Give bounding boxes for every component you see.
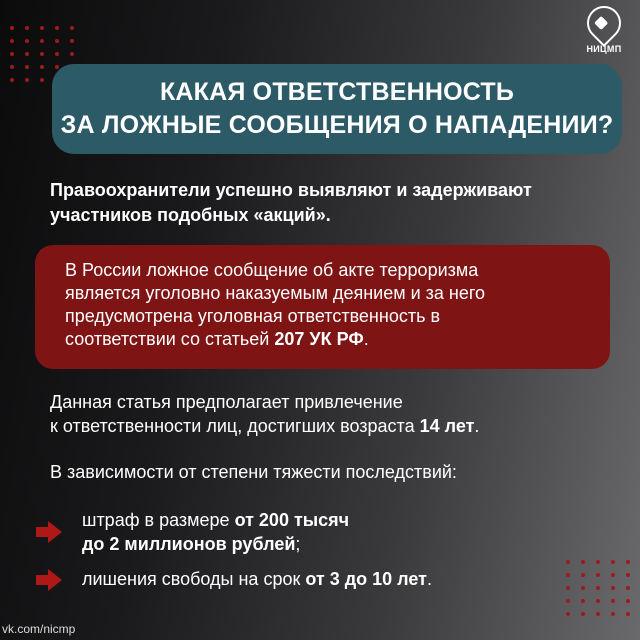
bullet-fine-prefix: штраф в размере xyxy=(82,510,235,530)
bullet-fine-amount-to: до 2 миллионов рублей xyxy=(82,534,296,554)
footer-link[interactable]: vk.com/nicmp xyxy=(2,622,76,636)
intro-line-2: участников подобных «акций». xyxy=(50,205,331,225)
arrow-right-icon xyxy=(36,521,62,543)
article-line-2-suffix: . xyxy=(474,416,480,436)
bullet-fine-text xyxy=(82,508,622,556)
logo xyxy=(582,6,626,54)
warning-line-1: В России ложное сообщение об акте терроризма xyxy=(65,260,479,280)
age-limit: 14 лет xyxy=(419,416,475,436)
warning-line-4 xyxy=(65,328,592,351)
bullet-imprisonment-prefix: лишения свободы на срок xyxy=(82,569,306,589)
location-pin-hat-icon xyxy=(580,0,628,47)
bullet-imprisonment-term: от 3 до 10 лет xyxy=(305,569,427,589)
consequences-intro: В зависимости от степени тяжести последствий: xyxy=(50,462,457,482)
title-line-2: ЗА ЛОЖНЫЕ СООБЩЕНИЯ О НАПАДЕНИИ? xyxy=(60,111,614,139)
bullet-fine-line-1 xyxy=(82,508,622,532)
bullet-fine-line-2 xyxy=(82,532,622,556)
warning-line-4-prefix: соответствии со статьей xyxy=(65,329,275,349)
arrow-right-icon xyxy=(36,569,62,591)
warning-box xyxy=(35,245,610,369)
warning-line-4-suffix: . xyxy=(363,329,369,349)
law-article: 207 УК РФ xyxy=(274,329,364,349)
bullet-fine-amount-from: от 200 тысяч xyxy=(234,510,350,530)
intro-line-1: Правоохранители успешно выявляют и задерживают xyxy=(50,180,532,200)
logo-text: НИЦМП xyxy=(586,44,622,54)
warning-line-2: является уголовно наказуемым деянием и за него xyxy=(65,283,486,303)
article-line-2 xyxy=(50,414,620,438)
bullet-imprisonment-text xyxy=(82,567,622,591)
warning-line-3: предусмотрена уголовная ответственность в xyxy=(65,306,441,326)
title-banner xyxy=(52,64,622,154)
bullet-imprisonment-suffix: . xyxy=(426,569,432,589)
article-line-2-prefix: к ответственности лиц, достигших возраста xyxy=(50,416,420,436)
article-line-1: Данная статья предполагает привлечение xyxy=(50,392,403,412)
title-line-1: КАКАЯ ОТВЕТСТВЕННОСТЬ xyxy=(159,78,515,106)
intro-text xyxy=(50,178,610,228)
article-paragraph xyxy=(50,390,620,438)
bullet-fine-suffix: ; xyxy=(295,534,301,554)
